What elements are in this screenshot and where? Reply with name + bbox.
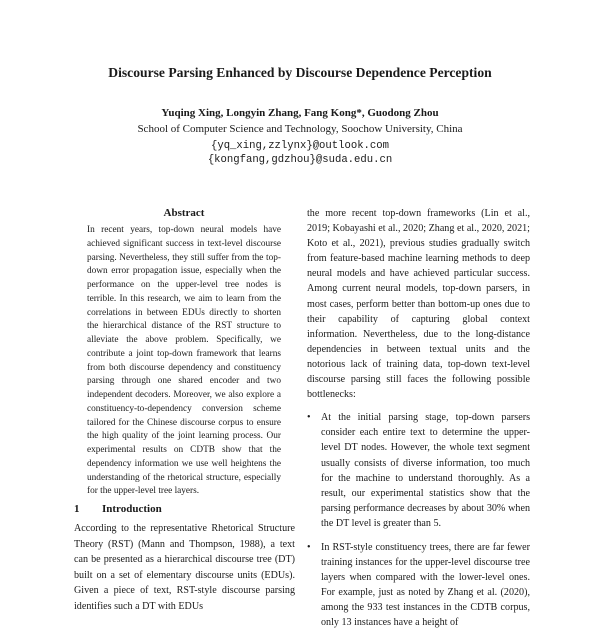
abstract-text: In recent years, top-down neural models have achieved significant success in text-level discourse parsing. Nevertheless, they still suffer from the top-down error propagation issue, especially when the performance on the upper-level tree nodes is terrible. In this research, we aim to learn from the correlations in between EDUs directly to shorten the hierarchical distance of the RST structure to alleviate the above problem. Specifically, we contribute a joint top-down framework that learns from both discourse dependency and constituency parsing through one shared encoder and two independent decoders. Moreover, we also explore a constituency-to-dependency conversion scheme tailored for the Chinese discourse corpus to ensure the high quality of the joint learning process. Our experimental results on CDTB show that the dependency information we use well heightens the understanding of the rhetorical structure, especially for the upper-level tree layers.	[87, 225, 281, 497]
bullet-icon: •	[307, 412, 311, 424]
section-number: 1	[74, 503, 80, 515]
right-column-paragraph: the more recent top-down frameworks (Lin et al., 2019; Kobayashi et al., 2020; Zhang et al., 2020, 2021; Koto et al., 2021), previous studies gradually switch from feature-based machine learning methods to deep neural models and have achieved particular success. Among current neural models, top-down parsers, in most cases, perform better than bottom-up ones due to their capability of capturing global context information. Nevertheless, due to the long-distance dependencies in between textual units and the notorious lack of training data, top-down text-level discourse parsing still faces the following possible bottlenecks:	[307, 208, 530, 401]
abstract-heading: Abstract	[163, 207, 205, 219]
email-line-1[interactable]: {yq_xing,zzlynx}@outlook.com	[210, 140, 389, 152]
list-item	[307, 410, 530, 531]
affiliation: School of Computer Science and Technology, Soochow University, China	[137, 123, 463, 135]
list-item	[307, 540, 530, 631]
author-list: Yuqing Xing, Longyin Zhang, Fang Kong*, Guodong Zhou	[161, 107, 439, 119]
section-heading-introduction	[74, 503, 294, 515]
right-column	[307, 206, 530, 629]
list-item-text: At the initial parsing stage, top-down parsers consider each entire text to determine the upper-level DT nodes. However, the whole text segment usually consists of diverse information, too much for the machine to understand thoroughly. As a result, our experimental statistics show that the parsing performance decreases by about 30% when the DT level is greater than 5.	[321, 412, 530, 529]
section-title: Introduction	[102, 503, 162, 515]
paper-title: Discourse Parsing Enhanced by Discourse Dependence Perception	[108, 65, 492, 80]
introduction-text: According to the representative Rhetorical Structure Theory (RST) (Mann and Thompson, 1988), a text can be presented as a hierarchical discourse tree (DT) built on a set of elementary discourse units (EDUs). Given a piece of text, RST-style discourse parsing identifies such a DT with EDUs	[74, 523, 295, 612]
bullet-icon: •	[307, 541, 311, 553]
list-item-text: In RST-style constituency trees, there are far fewer training instances for the upper-level discourse tree layers when compared with the lower-level ones. For example, just as noted by Zhang et al. (2020), among the 933 test instances in the CDTB corpus, only 13 instances have a height of	[321, 541, 530, 629]
email-line-2[interactable]: {kongfang,gdzhou}@suda.edu.cn	[207, 154, 393, 166]
bottleneck-list	[307, 410, 530, 630]
